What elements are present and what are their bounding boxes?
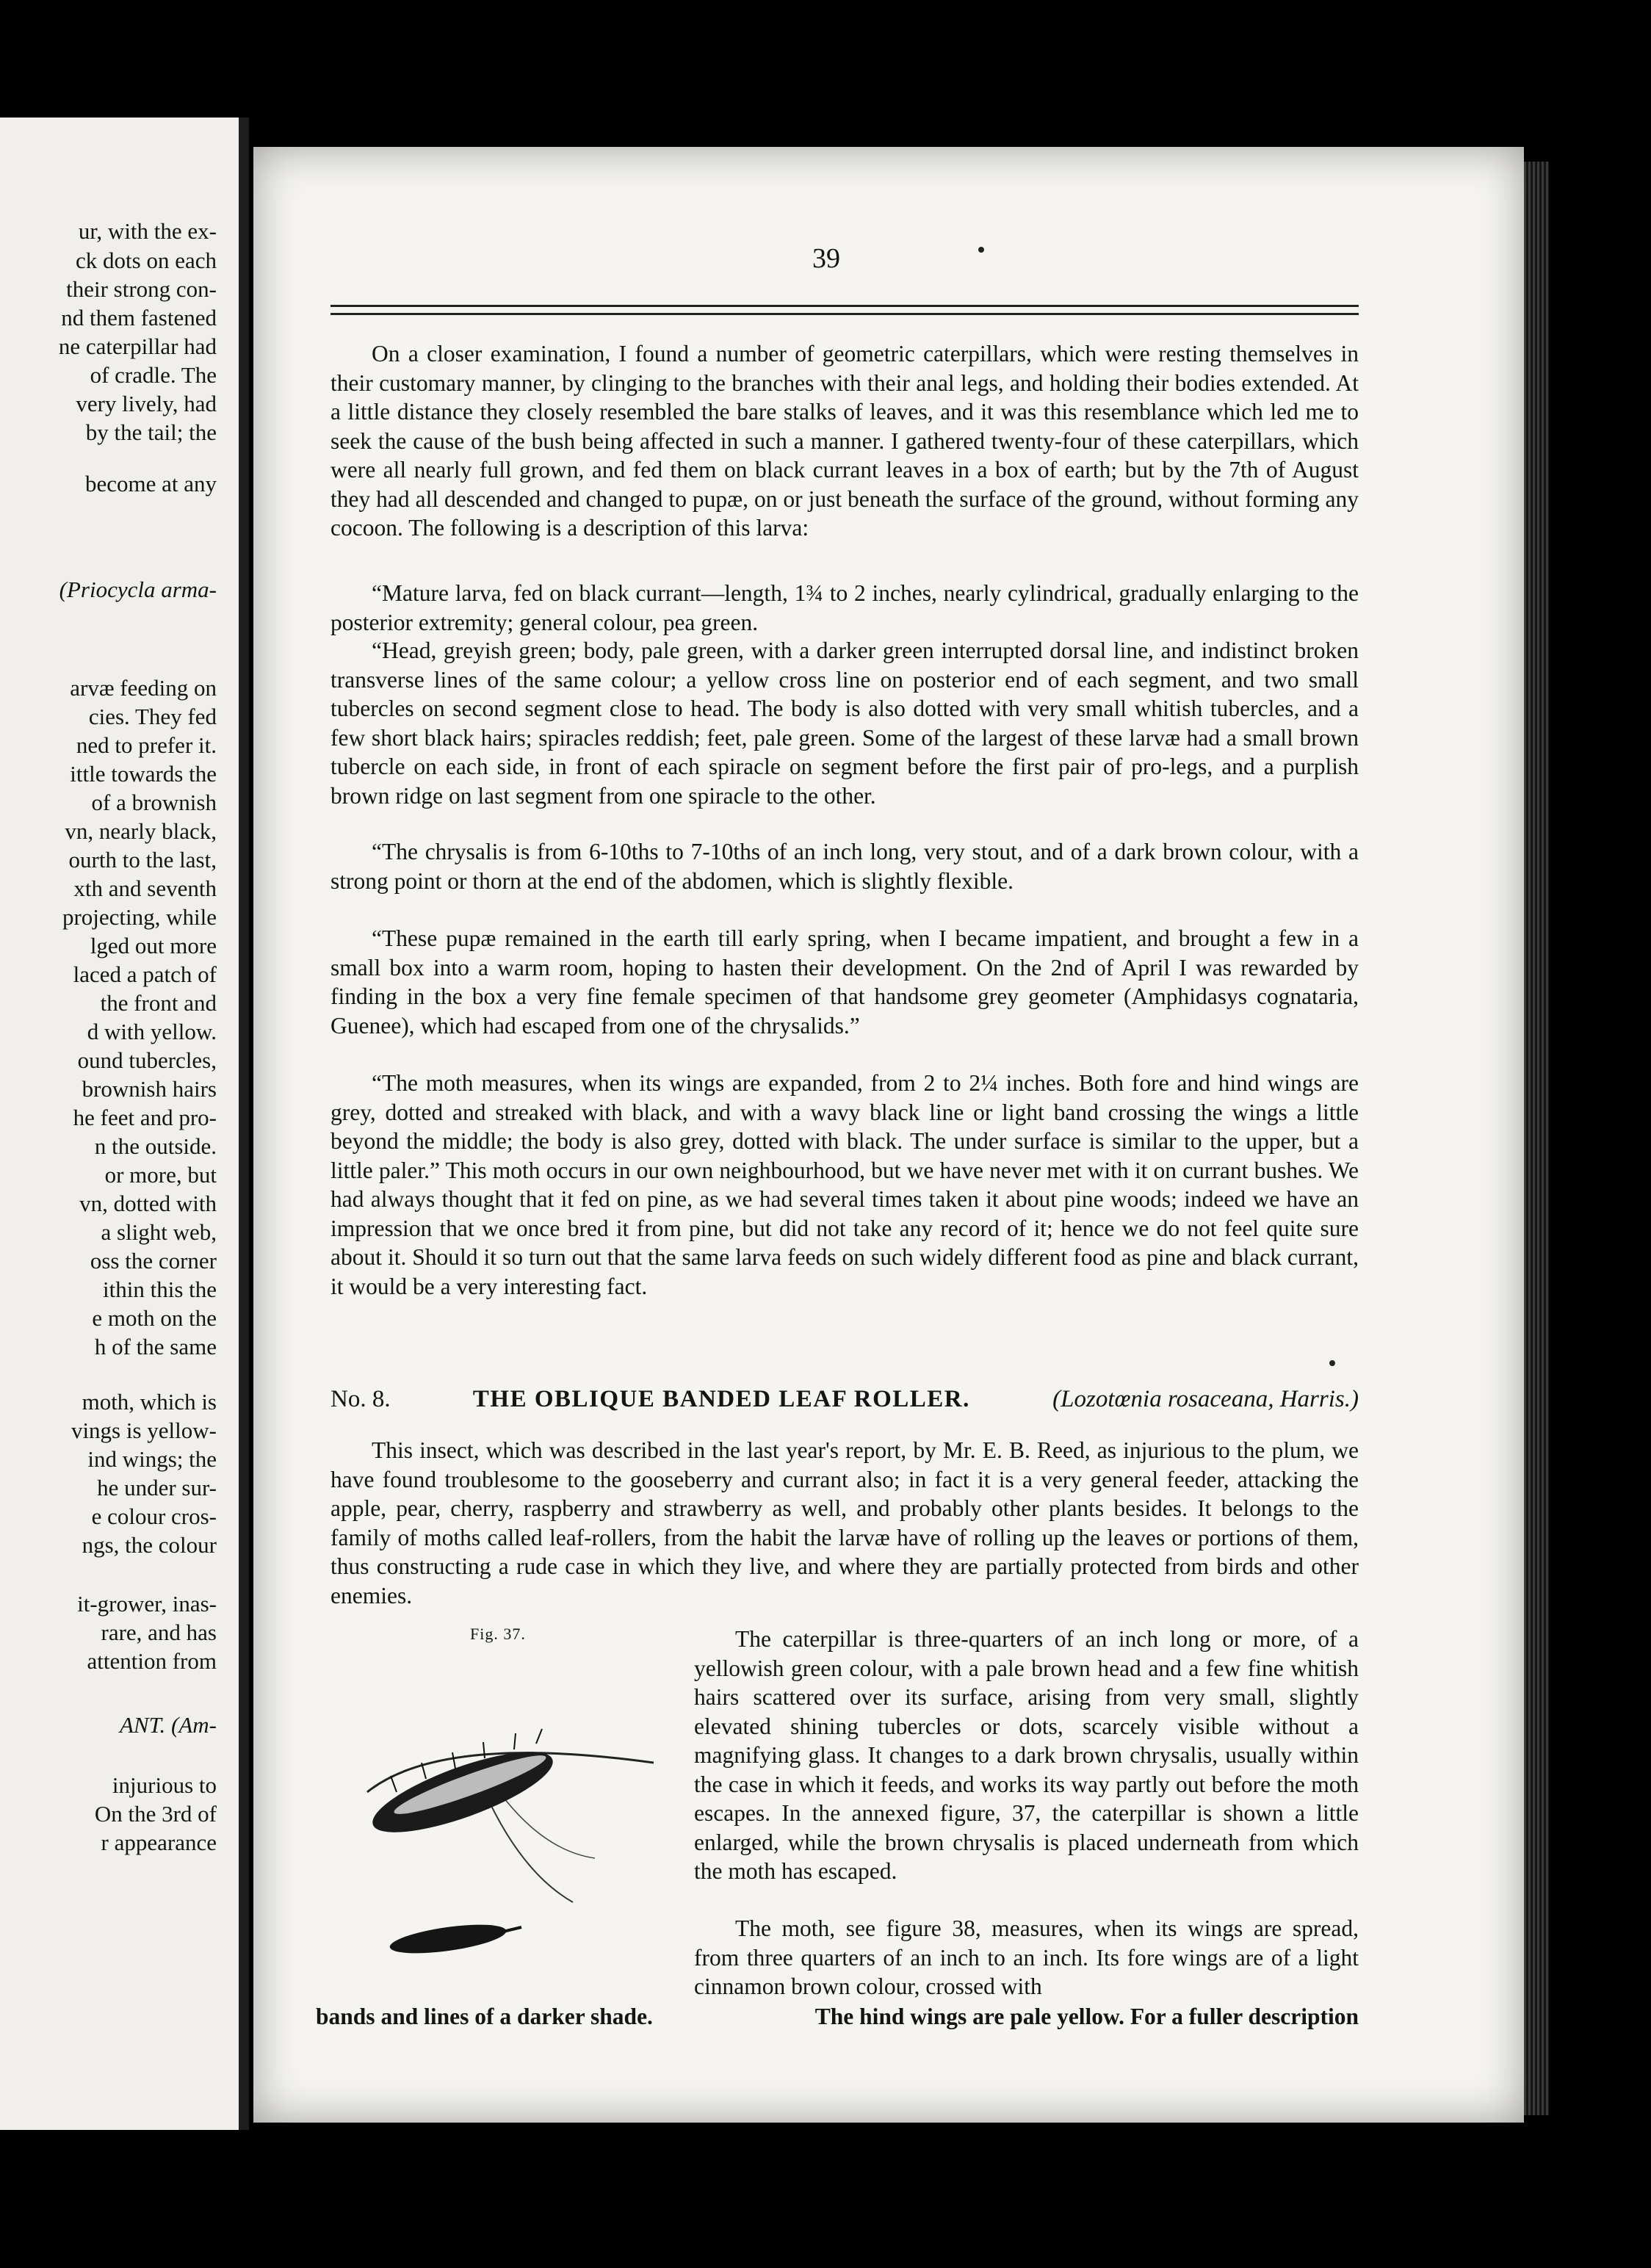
facing-page-text-fragment: ind wings; the: [87, 1446, 217, 1472]
facing-page-text-fragment: ittle towards the: [70, 761, 217, 787]
paragraph-2: “Mature larva, fed on black currant—length, 1¾ to 2 inches, nearly cylindrical, gradually enlarging to the posterior extremity; general colour, pea green.: [330, 580, 1359, 635]
figure-37-illustration: [353, 1682, 676, 1976]
section-paragraph-1: This insect, which was described in the last year's report, by Mr. E. B. Reed, as injurious to the plum, we have found troublesome to the gooseberry and currant also; in fact it is a very general feeder, attacking the apple, pear, cherry, raspberry and strawberry as well, and probably other plants besides. It belongs to the family of moths called leaf-rollers, from the habit the larvæ have of rolling up the leaves or portions of them, thus constructing a rude case in which they live, and where they are partially protected from birds and other enemies.: [330, 1437, 1359, 1608]
facing-page-text-fragment: n the outside.: [94, 1133, 217, 1159]
caterpillar-illustration: [364, 1729, 654, 1902]
facing-page-text-fragment: ithin this the: [103, 1276, 217, 1302]
facing-page-text-fragment: vn, dotted with: [79, 1191, 217, 1216]
facing-page-text-fragment: projecting, while: [62, 904, 217, 930]
facing-page-text-fragment: ANT. (Am-: [119, 1712, 217, 1738]
facing-page-text-fragment: moth, which is: [82, 1389, 217, 1415]
section-title: THE OBLIQUE BANDED LEAF ROLLER.: [472, 1386, 970, 1412]
facing-page-text-fragment: ne caterpillar had: [58, 333, 217, 359]
facing-page-text-fragment: vings is yellow-: [71, 1418, 217, 1443]
facing-page-text-fragment: cies. They fed: [88, 704, 217, 729]
facing-page-text-fragment: e colour cros-: [91, 1503, 217, 1529]
facing-page-text-fragment: ck dots on each: [76, 248, 217, 273]
facing-page-text-fragment: (Priocycla arma-: [59, 577, 217, 602]
paragraph-4: “The chrysalis is from 6-10ths to 7-10ths of an inch long, very stout, and of a dark brown colour, with a strong point or thorn at the end of the abdomen, which is slightly flexible.: [330, 839, 1359, 894]
facing-page-text-fragment: attention from: [87, 1648, 217, 1674]
facing-page-text-fragment: d with yellow.: [87, 1019, 217, 1044]
section-paragraph-3: The moth, see figure 38, measures, when its wings are spread, from three quarters of an inch to an inch. Its fore wings are of a light cinnamon brown colour, crossed with: [694, 1915, 1359, 1999]
section-final-line: [316, 2002, 1359, 2032]
facing-page-text-fragment: he feet and pro-: [73, 1105, 217, 1130]
facing-page-text-fragment: ound tubercles,: [77, 1047, 217, 1073]
facing-page-text-fragment: oss the corner: [90, 1248, 217, 1274]
facing-page-text-fragment: r appearance: [101, 1830, 217, 1855]
facing-page-text-fragment: laced a patch of: [73, 961, 217, 987]
facing-page-text-fragment: a slight web,: [101, 1219, 217, 1245]
facing-page-text-fragment: the front and: [100, 990, 217, 1016]
section-number: No. 8.: [330, 1386, 391, 1412]
facing-page-text-fragment: he under sur-: [97, 1475, 217, 1500]
facing-page-text-fragment: h of the same: [94, 1334, 217, 1359]
facing-page-text-fragment: become at any: [84, 471, 217, 496]
section-heading: [330, 1384, 1359, 1414]
facing-page-text-fragment: rare, and has: [101, 1619, 217, 1645]
header-rule: [330, 305, 1359, 315]
facing-page-text-fragment: ngs, the colour: [82, 1532, 217, 1558]
speck-mark: [978, 247, 984, 253]
facing-page: [0, 118, 249, 2130]
paragraph-1: On a closer examination, I found a number of geometric caterpillars, which were resting themselves in their customary manner, by clinging to the branches with their anal legs, and holding their bodies extended. At a little distance they closely resembled the bare stalks of leaves, and it was this resemblance which led me to seek the cause of the bush being affected in such a manner. I gathered twenty-four of these caterpillars, which were all nearly full grown, and fed them on black currant leaves in a box of earth; but by the 7th of August they had all descended and changed to pupæ, on or just beneath the surface of the ground, without forming any cocoon. The following is a description of this larva:: [330, 341, 1359, 541]
facing-page-text-fragment: ned to prefer it.: [76, 732, 217, 758]
facing-page-text-fragment: e moth on the: [92, 1305, 217, 1331]
facing-page-text-fragment: On the 3rd of: [94, 1801, 217, 1827]
chrysalis-illustration: [389, 1919, 521, 1959]
figure-label: Fig. 37.: [470, 1625, 526, 1643]
speck-mark: [1329, 1360, 1335, 1366]
page-number: 39: [812, 243, 840, 274]
facing-page-text-fragment: xth and seventh: [73, 875, 217, 901]
facing-page-text-fragment: by the tail; the: [85, 419, 217, 445]
paragraph-3: “Head, greyish green; body, pale green, with a darker green interrupted dorsal line, and indistinct broken transverse lines of the same colour; a yellow cross line on posterior end of each segment, and two small tubercles on second segment close to head. The body is also dotted with very small whitish tubercles, and a few short black hairs; spiracles reddish; feet, pale green. Some of the largest of these larvæ had a small brown tubercle on each side, in front of each spiracle on segment before the first pair of pro-legs, and a purplish brown ridge on last segment from one spiracle to the other.: [330, 638, 1359, 809]
facing-page-text-fragment: very lively, had: [76, 391, 217, 416]
paragraph-5: “These pupæ remained in the earth till early spring, when I became impatient, and brought a few in a small box into a warm room, hoping to hasten their development. On the 2nd of April I was rewarded by finding in the box a very fine female specimen of that handsome grey geometer (Amphidasys cognataria, Guenee), which had escaped from one of the chrysalids.”: [330, 925, 1359, 1039]
facing-page-text-fragment: or more, but: [104, 1162, 217, 1188]
final-line-left: bands and lines of a darker shade.: [316, 2004, 653, 2029]
facing-page-text-fragment: their strong con-: [66, 276, 217, 302]
facing-page-text-fragment: nd them fastened: [61, 305, 217, 331]
facing-page-text-fragment: of cradle. The: [90, 362, 217, 388]
final-line-right: The hind wings are pale yellow. For a fuller description: [814, 2004, 1359, 2029]
facing-page-text-fragment: brownish hairs: [82, 1076, 217, 1102]
page-edge: [1524, 162, 1549, 2115]
facing-page-text-fragment: of a brownish: [91, 790, 217, 815]
facing-page-text-fragment: vn, nearly black,: [65, 818, 217, 844]
section-latin-name: (Lozotœnia rosaceana, Harris.): [1052, 1386, 1359, 1412]
facing-page-text-fragment: arvæ feeding on: [70, 675, 217, 701]
paragraph-6: “The moth measures, when its wings are expanded, from 2 to 2¼ inches. Both fore and hind wings are grey, dotted and streaked with black, and with a wavy black line or light band crossing the wings a little beyond the middle; the body is also grey, dotted with black. The under surface is similar to the upper, but a little paler.” This moth occurs in our own neighbourhood, but we have never met with it on currant bushes. We had always thought that it fed on pine, as we had several times taken it about pine woods; indeed we have an impression that we once bred it from pine, but did not take any record of it; hence we do not feel quite sure about it. Should it so turn out that the same larva feeds on such widely different food as pine and black currant, it would be a very interesting fact.: [330, 1070, 1359, 1299]
section-paragraph-2: The caterpillar is three-quarters of an inch long or more, of a yellowish green colour, with a pale brown head and a few fine whitish hairs scattered over its surface, arising from very small, slightly elevated shining tubercles or dots, scarcely visible without a magnifying glass. It changes to a dark brown chrysalis, usually within the case in which it feeds, and works its way partly out before the moth escapes. In the annexed figure, 37, the caterpillar is shown a little enlarged, while the brown chrysalis is placed underneath from which the moth has escaped.: [694, 1626, 1359, 1884]
facing-page-text-fragment: injurious to: [112, 1772, 217, 1798]
facing-page-text-fragment: ur, with the ex-: [78, 218, 217, 244]
facing-page-text-fragment: ourth to the last,: [68, 847, 217, 873]
facing-page-text-fragment: lged out more: [90, 933, 217, 958]
facing-page-text-fragment: it-grower, inas-: [77, 1591, 217, 1617]
